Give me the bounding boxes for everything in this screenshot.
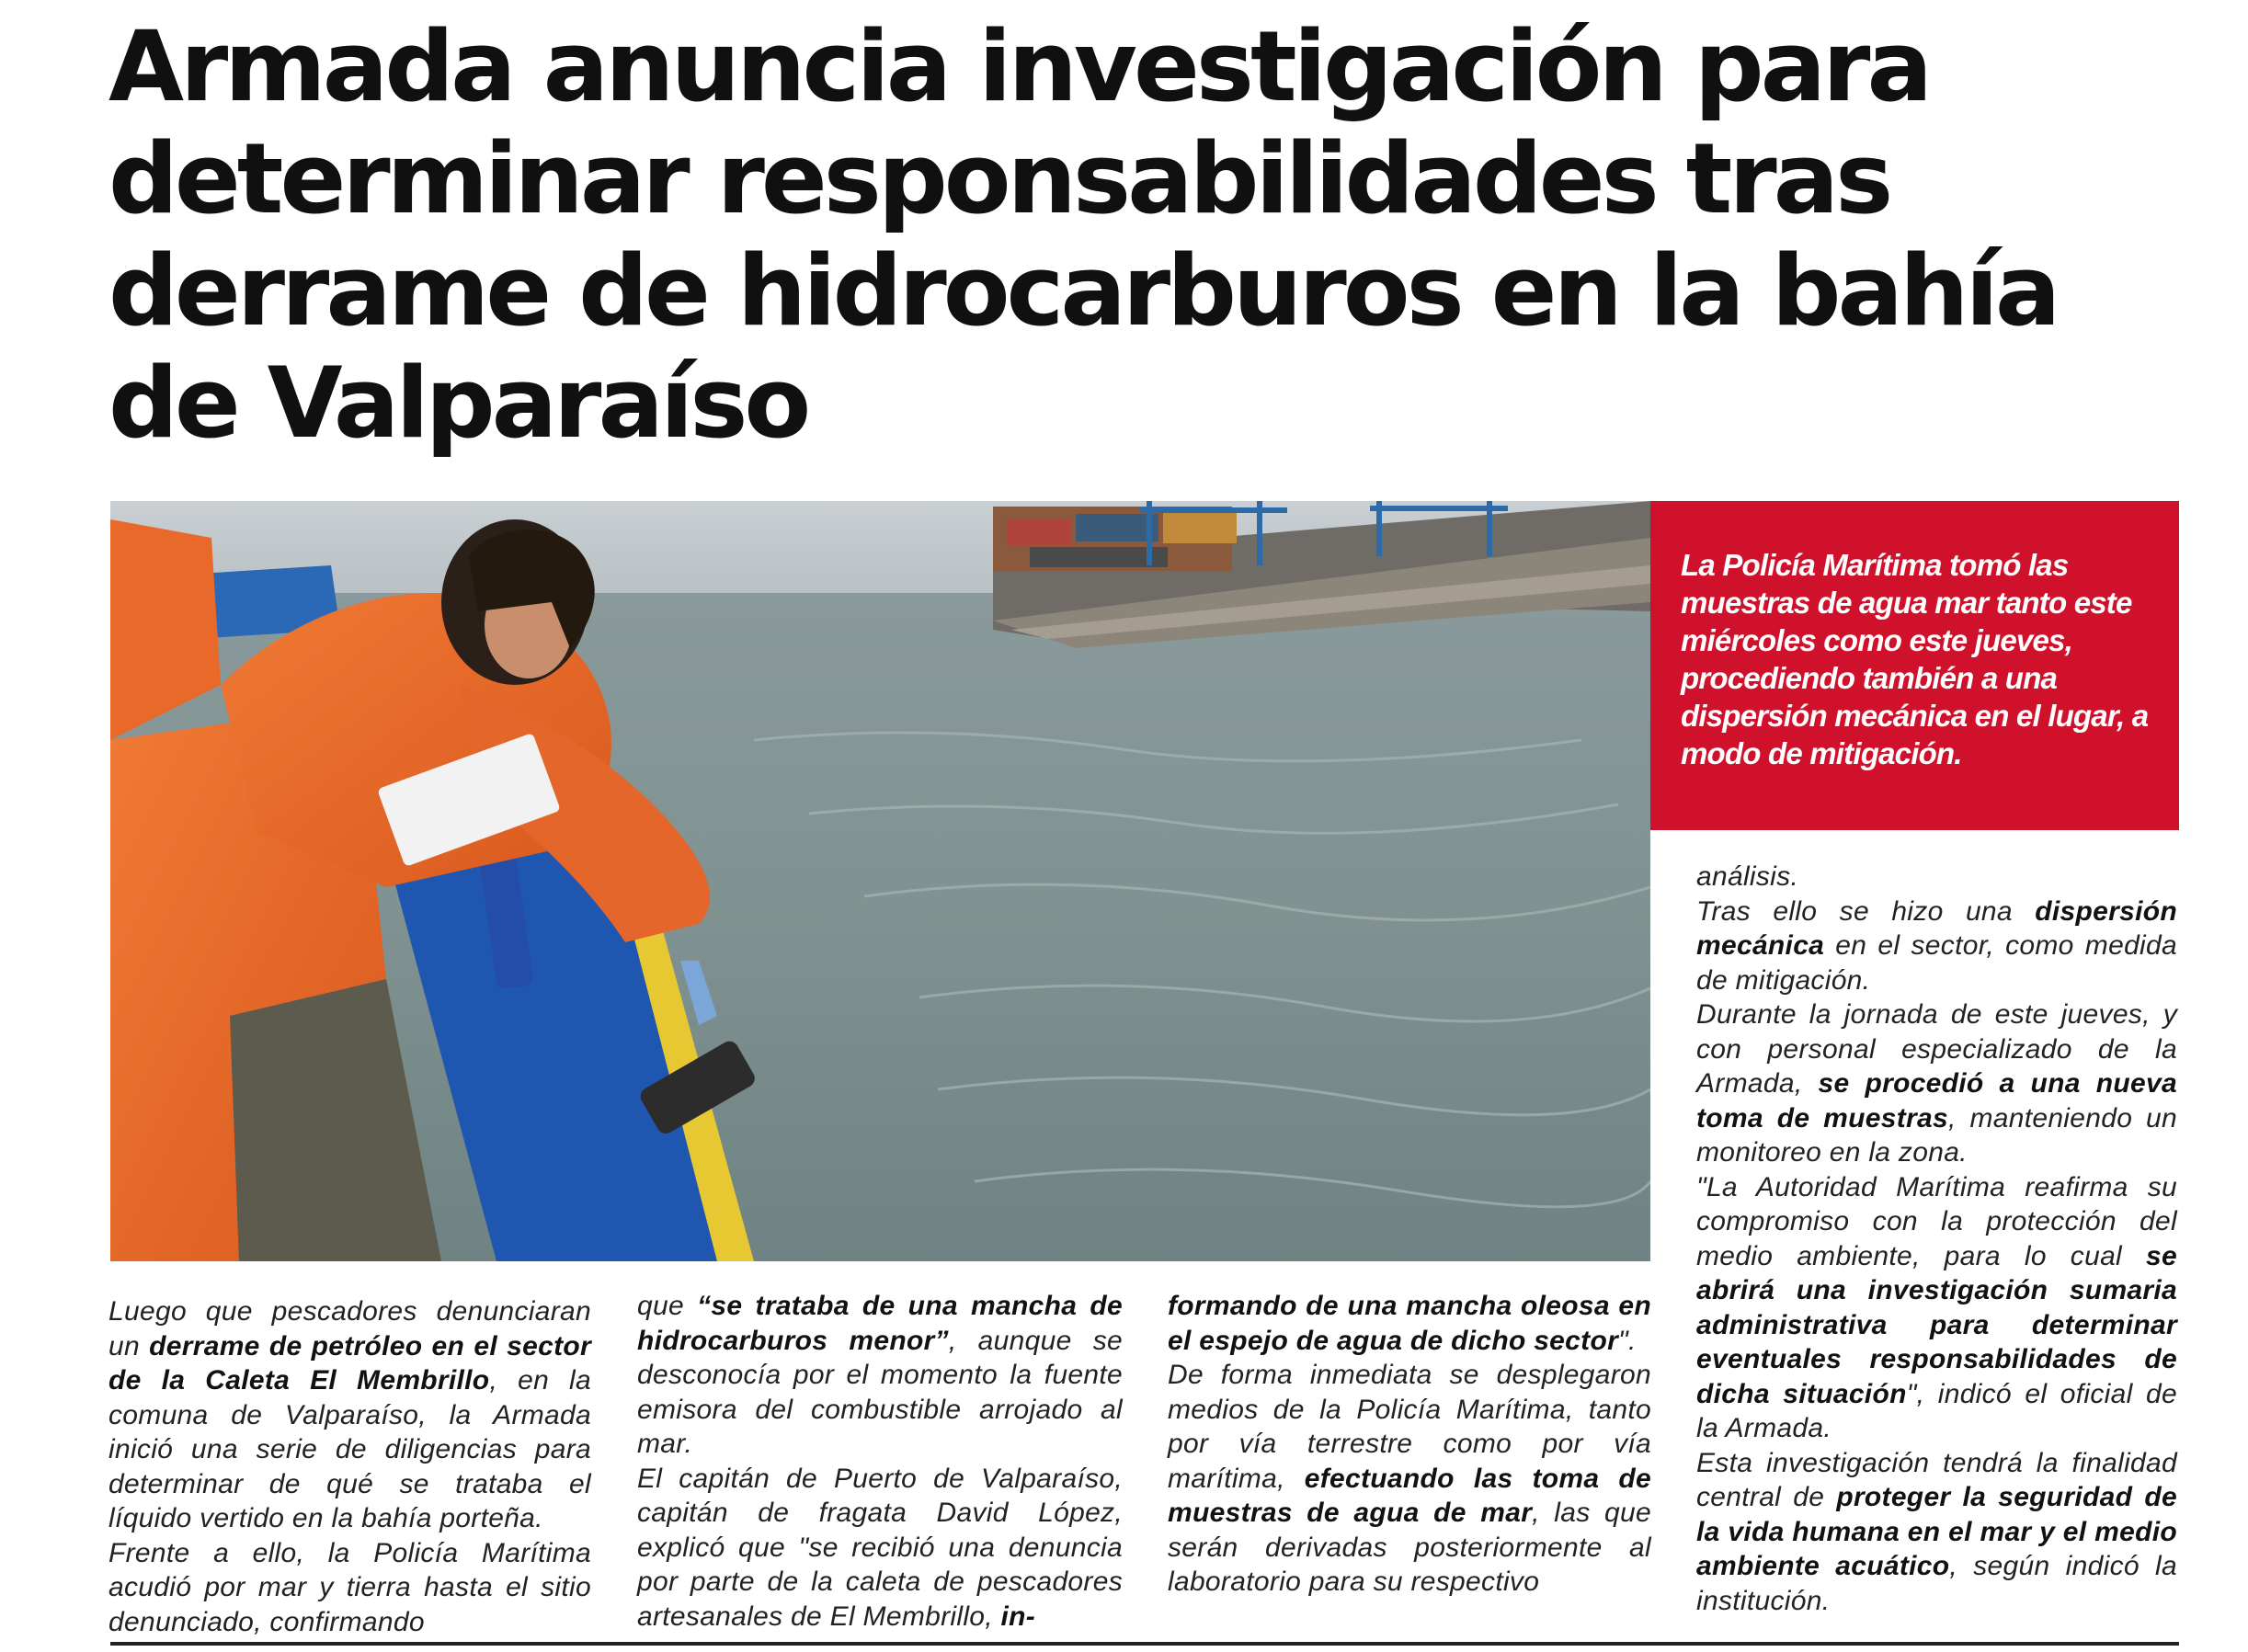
paragraph [1168,1289,1651,1358]
bold-text-run: se procedió a una nueva toma de muestras [1696,1068,2177,1134]
text-run: que [637,1291,698,1321]
text-run: Luego que pescadores denunciaran un [108,1296,591,1361]
bold-text-run: “se trataba de una mancha de hidrocarburos menor” [637,1291,1123,1356]
photo-illustration [110,501,1650,1261]
bold-text-run: in- [1000,1601,1036,1632]
article-column-4 [1696,860,2177,1618]
paragraph [1696,997,2177,1170]
paragraph [637,1462,1123,1635]
text-run: Durante la jornada de este jueves, y con personal especializado de la Armada, [1696,999,2177,1099]
text-run: ". [1618,1325,1637,1356]
bold-text-run: derrame de petróleo en el sector de la Caleta El Membrillo [108,1330,591,1396]
bold-text-run: dispersión mecánica [1696,895,2177,961]
article-column-3 [1168,1289,1651,1600]
article-column-2 [637,1289,1123,1634]
bold-text-run: se abrirá una investigación sumaria administrativa para determinar eventuales responsabilidades de dicha situación [1696,1240,2177,1409]
article-photo [110,501,1650,1261]
text-run: , las que serán derivadas posteriormente al laboratorio para su respectivo [1168,1498,1652,1597]
paragraph [1696,1170,2177,1446]
text-run: en el sector, como medida de mitigación. [1696,930,2177,996]
text-run: , manteniendo un monitoreo en la zona. [1696,1102,2178,1168]
text-run: , según indicó la institución. [1696,1551,2177,1616]
photo-caption: La Policía Marítima tomó las muestras de agua mar tanto este miércoles como este jueves, procediendo también a una dispersión mecánica en el lugar, a modo de mitigación. [1681,548,2149,770]
bold-text-run: proteger la seguridad de la vida humana en el mar y el medio ambiente acuático [1696,1482,2177,1581]
paragraph [1168,1358,1651,1600]
page-bottom-rule [110,1642,2179,1646]
text-run: Armada anuncia investigación para determinar responsabilidades tras derrame de hidrocarburos en la bahía de Valparaíso [108,10,2058,460]
text-run: , en la comuna de Valparaíso, la Armada inició una serie de diligencias para determinar de qué se trataba el líquido vertido en la bahía porteña. [108,1365,592,1533]
paragraph [1696,894,2177,998]
text-run: , aunque se desconocía por el momento la fuente emisora del combustible arrojado al mar. [637,1325,1123,1459]
text-run: análisis. [1696,861,1799,892]
text-run: "La Autoridad Marítima reafirma su compromiso con la protección del medio ambiente, para lo cual [1696,1171,2177,1271]
paragraph [108,1536,591,1640]
text-run: De forma inmediata se desplegaron medios de la Policía Marítima, tanto por vía terrestre como por vía marítima, [1168,1360,1651,1494]
paragraph [1696,1446,2177,1619]
headline [108,11,2177,460]
article-column-1 [108,1294,591,1639]
text-run: Frente a ello, la Policía Marítima acudió por mar y tierra hasta el sitio denunciado, confirmando [108,1537,591,1637]
paragraph [637,1289,1123,1462]
bold-text-run: efectuando las toma de muestras de agua de mar [1168,1463,1651,1528]
text-run: Tras ello se hizo una [1696,895,2036,927]
bold-text-run: formando de una mancha oleosa en el espejo de agua de dicho sector [1168,1291,1651,1356]
text-run: El capitán de Puerto de Valparaíso, capitán de fragata David López, explicó que "se recibió una denuncia por parte de la caleta de pescadores artesanales de El Membrillo, [637,1463,1123,1632]
paragraph [1696,860,2177,894]
photo-caption-box [1650,501,2179,830]
paragraph [108,1294,591,1536]
text-run: ", indicó el oficial de la Armada. [1696,1378,2177,1443]
text-run: Esta investigación tendrá la finalidad central de [1696,1447,2177,1512]
